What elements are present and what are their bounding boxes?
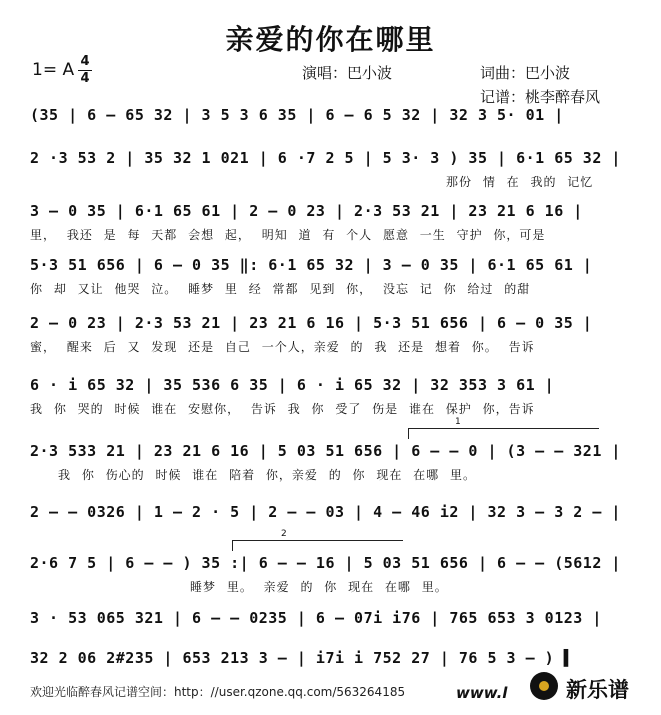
brand-logo-icon — [530, 672, 558, 700]
transcriber-credit: 记谱：桃李醉春风 — [480, 88, 601, 106]
time-signature — [78, 55, 92, 86]
time-signature-top: 4 — [80, 54, 90, 69]
system-notes: 2·3 533 21 | 23 21 6 16 | 5 03 51 656 | 6 – – 0 | (3 – – 321 | — [30, 442, 621, 460]
composer-credit: 词曲：巴小波 — [480, 64, 571, 82]
watermark-www: www.l — [456, 684, 508, 702]
volta-1: 1 — [408, 428, 599, 439]
system-notes: 2 ·3 53 2 | 35 32 1 021 | 6 ·7 2 5 | 5 3· 3 ) 35 | 6·1 65 32 | — [30, 149, 621, 167]
system-notes: 2 – 0 23 | 2·3 53 21 | 23 21 6 16 | 5·3 51 656 | 6 – 0 35 | — [30, 314, 593, 332]
system-lyrics: 蜜， 醒来 后 又 发现 还是 自己 一个人，亲爱 的 我 还是 想着 你。 告诉 — [30, 340, 535, 354]
system-notes: (35 | 6 – 65 32 | 3 5 3 6 35 | 6 – 6 5 32 | 32 3 5· 01 | — [30, 106, 564, 124]
system-lyrics: 我 你 哭的 时候 谁在 安慰你， 告诉 我 你 受了 伤是 谁在 保护 你，告诉 — [30, 402, 535, 416]
system-lyrics: 睡梦 里。 亲爱 的 你 现在 在哪 里。 — [190, 580, 448, 594]
watermark-brand: 新乐谱 — [566, 678, 629, 702]
footer-text: 欢迎光临醉春风记谱空间：http：//user.qzone.qq.com/563264185 — [30, 685, 406, 699]
key-signature: 1= A — [32, 60, 75, 80]
system-notes: 3 · 53 065 321 | 6 – – 0235 | 6 – 07i i76 | 765 653 3 0123 | — [30, 609, 602, 627]
system-lyrics: 里， 我还 是 每 天都 会想 起， 明知 道 有 个人 愿意 一生 守护 你，可是 — [30, 228, 546, 242]
system-notes: 5·3 51 656 | 6 – 0 35 ‖: 6·1 65 32 | 3 – 0 35 | 6·1 65 61 | — [30, 256, 593, 274]
system-lyrics: 那份 情 在 我的 记忆 — [446, 175, 594, 189]
singer-credit: 演唱：巴小波 — [302, 64, 393, 82]
system-notes: 6 · i 65 32 | 35 536 6 35 | 6 · i 65 32 | 32 353 3 61 | — [30, 376, 555, 394]
system-notes: 2 – – 0326 | 1 – 2 · 5 | 2 – – 03 | 4 – 46 i2 | 32 3 – 3 2 – | — [30, 503, 621, 521]
system-lyrics: 你 却 又让 他哭 泣。 睡梦 里 经 常都 见到 你， 没忘 记 你 给过 的甜 — [30, 282, 531, 296]
song-title: 亲爱的你在哪里 — [225, 23, 436, 56]
system-notes: 32 2 06 2#235 | 653 213 3 – | i7i i 752 27 | 76 5 3 – ) ▌ — [30, 649, 574, 667]
volta-2: 2 — [232, 540, 403, 551]
system-notes: 3 – 0 35 | 6·1 65 61 | 2 – 0 23 | 2·3 53 21 | 23 21 6 16 | — [30, 202, 583, 220]
system-lyrics: 我 你 伤心的 时候 谁在 陪着 你，亲爱 的 你 现在 在哪 里。 — [58, 468, 476, 482]
system-notes: 2·6 7 5 | 6 – – ) 35 :| 6 – – 16 | 5 03 51 656 | 6 – – (5612 | — [30, 554, 621, 572]
time-signature-bottom: 4 — [80, 71, 90, 86]
